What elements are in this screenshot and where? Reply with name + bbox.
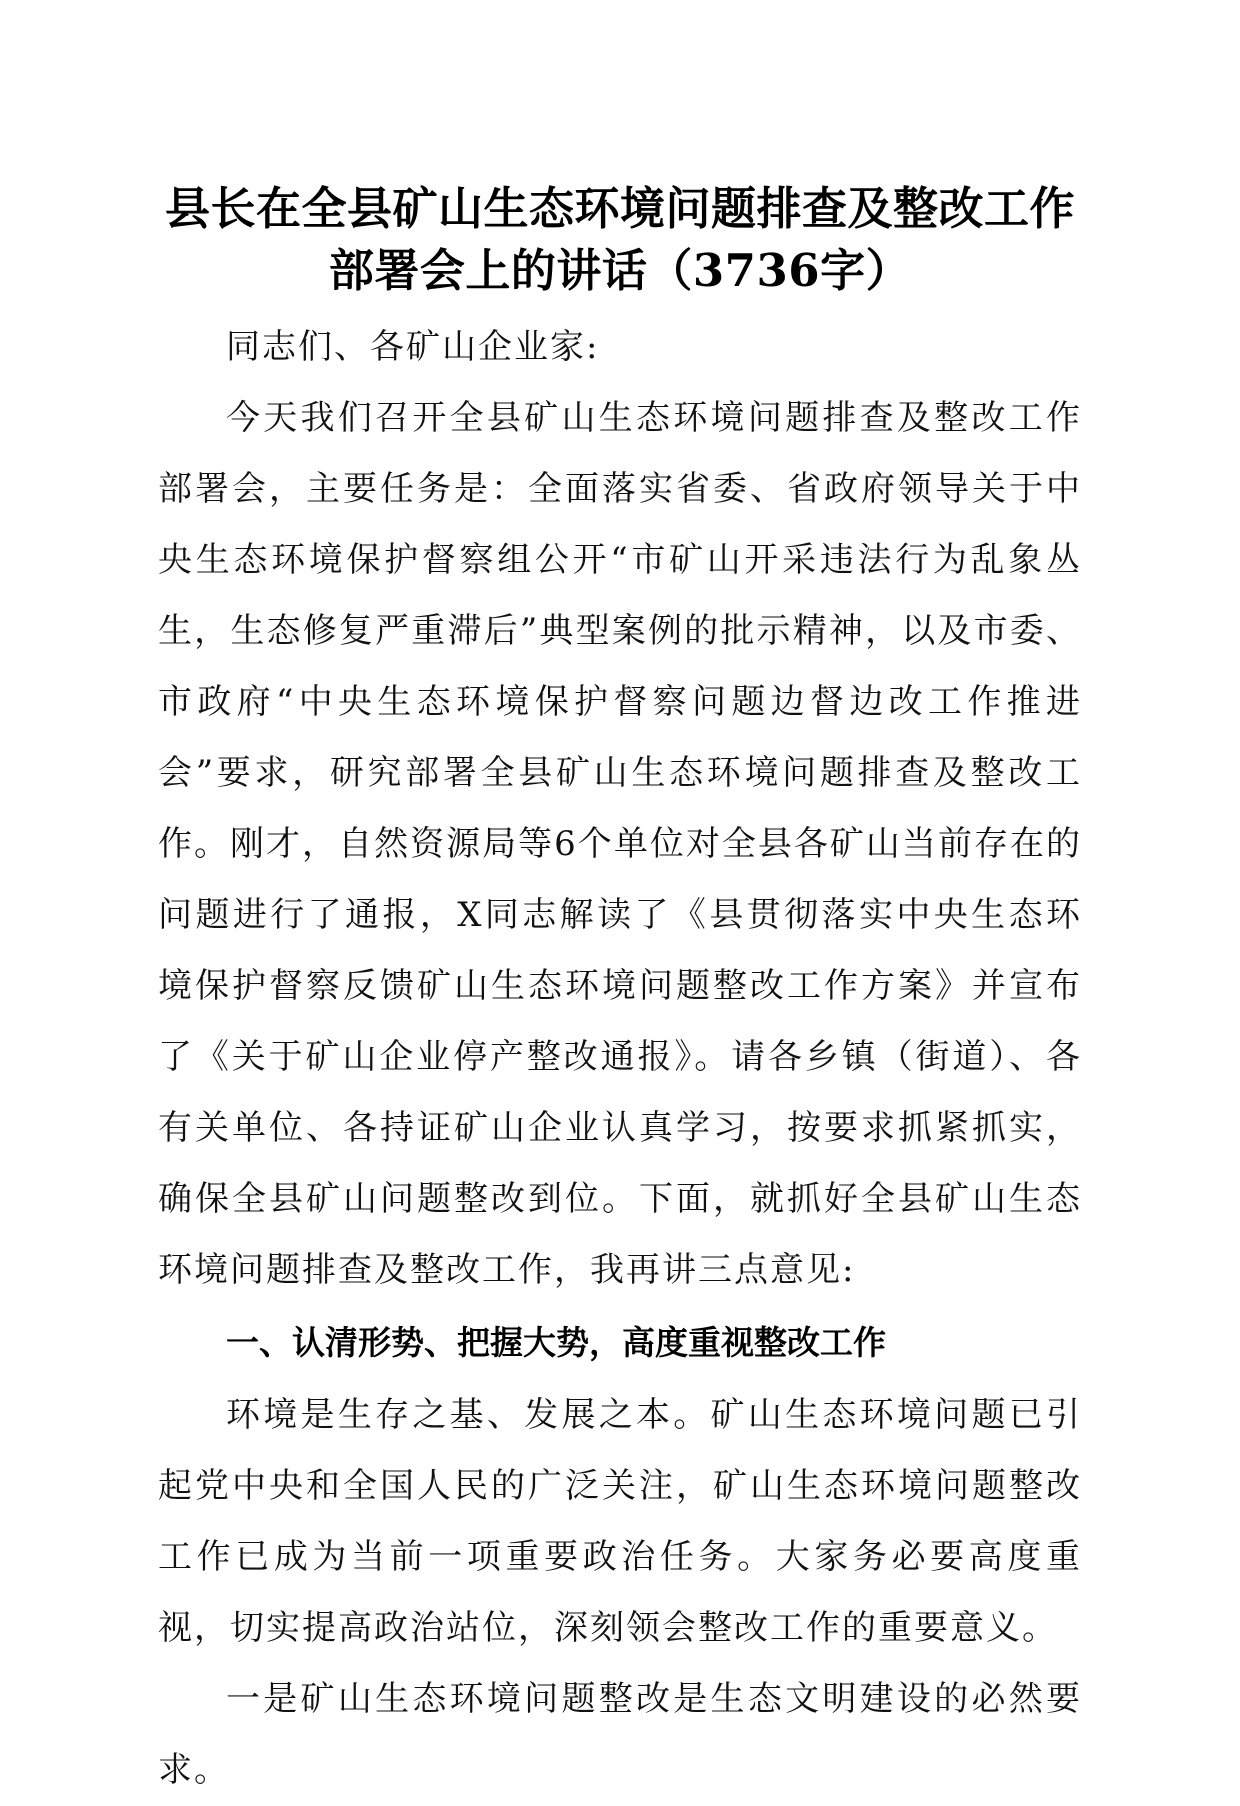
section-paragraph: 一是矿山生态环境问题整改是生态文明建设的必然要求。 <box>158 1679 1082 1790</box>
salutation: 同志们、各矿山企业家: <box>226 327 600 367</box>
title-line-1: 县长在全县矿山生态环境问题排查及整改工作 <box>164 182 1075 235</box>
section-paragraph: 环境是生存之基、发展之本。矿山生态环境问题已引起党中央和全国人民的广泛关注，矿山生态环境问题整改工作已成为当前一项重要政治任务。大家务必要高度重视，切实提高政治站位，深刻领会整改工作的重要意义。 <box>158 1395 1082 1648</box>
intro-paragraph: 今天我们召开全县矿山生态环境问题排查及整改工作部署会，主要任务是：全面落实省委、省政府领导关于中央生态环境保护督察组公开“市矿山开采违法行为乱象丛生，生态修复严重滞后”典型案例的批示精神，以及市委、市政府“中央生态环境保护督察问题边督边改工作推进会”要求，研究部署全县矿山生态环境问题排查及整改工作。刚才，自然资源局等6个单位对全县各矿山当前存在的问题进行了通报，X同志解读了《县贯彻落实中央生态环境保护督察反馈矿山生态环境问题整改工作方案》并宣布了《关于矿山企业停产整改通报》。请各乡镇（街道）、各有关单位、各持证矿山企业认真学习，按要求抓紧抓实，确保全县矿山问题整改到位。下面，就抓好全县矿山生态环境问题排查及整改工作，我再讲三点意见: <box>158 398 1082 1290</box>
document-body <box>158 312 1082 1806</box>
section-heading-1: 一、认清形势、把握大势，高度重视整改工作 <box>226 1323 886 1362</box>
document-title <box>158 178 1082 302</box>
title-line-2: 部署会上的讲话（3736字） <box>328 244 912 297</box>
document-page <box>158 178 1082 1806</box>
